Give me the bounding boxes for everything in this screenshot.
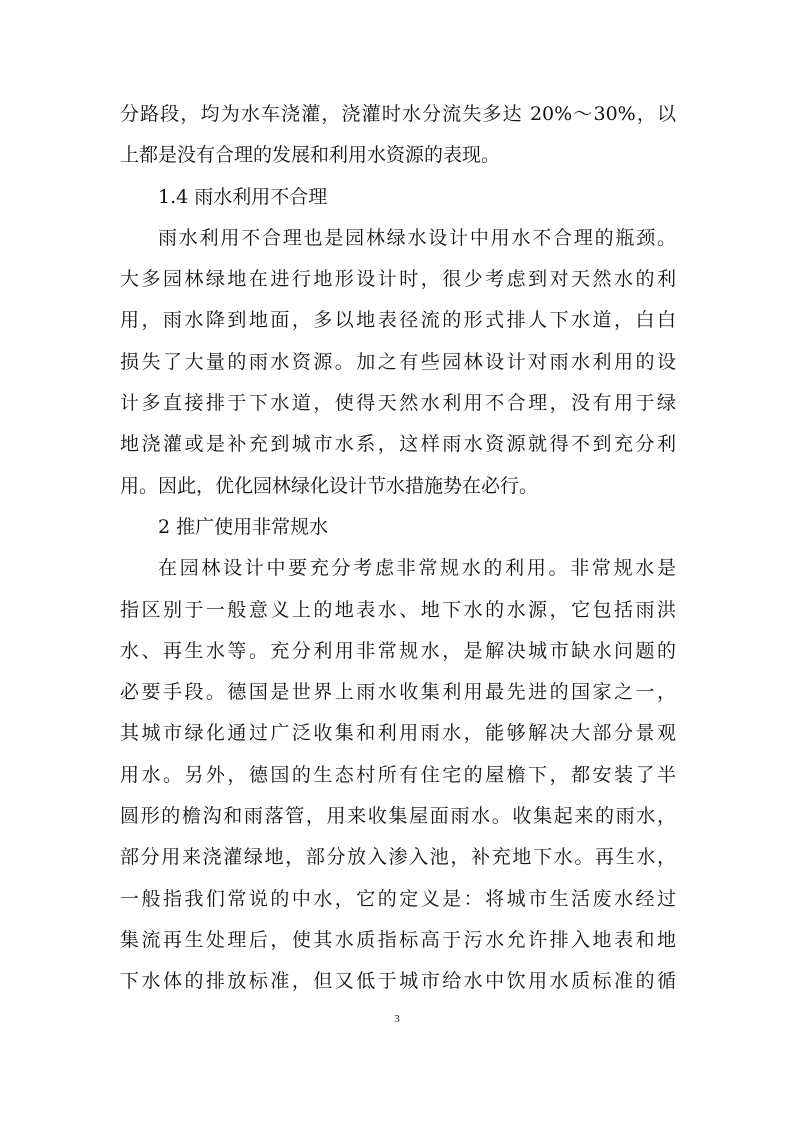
text-line: 其城市绿化通过广泛收集和利用雨水，能够解决大部分景观 bbox=[120, 722, 676, 745]
text-line: 计多直接排于下水道，使得天然水利用不合理，没有用于绿 bbox=[120, 392, 676, 415]
text-line: 用。因此，优化园林绿化设计节水措施势在必行。 bbox=[120, 474, 539, 497]
text-line: 在园林设计中要充分考虑非常规水的利用。非常规水是 bbox=[158, 557, 676, 580]
text-line: 一般指我们常说的中水，它的定义是：将城市生活废水经过 bbox=[120, 887, 676, 910]
page-number: 3 bbox=[394, 1013, 400, 1025]
section-heading: 2 推广使用非常规水 bbox=[158, 515, 329, 538]
text-line: 雨水利用不合理也是园林绿水设计中用水不合理的瓶颈。 bbox=[158, 226, 676, 249]
text-line: 水、再生水等。充分利用非常规水，是解决城市缺水问题的 bbox=[120, 639, 676, 662]
section-heading: 1.4 雨水利用不合理 bbox=[158, 185, 328, 208]
text-line: 圆形的檐沟和雨落管，用来收集屋面雨水。收集起来的雨水， bbox=[120, 805, 676, 828]
text-line: 必要手段。德国是世界上雨水收集利用最先进的国家之一， bbox=[120, 681, 676, 704]
text-line: 用，雨水降到地面，多以地表径流的形式排人下水道，白白 bbox=[120, 309, 676, 332]
text-line: 用水。另外，德国的生态村所有住宅的屋檐下，都安装了半 bbox=[120, 763, 676, 786]
body-text bbox=[120, 94, 676, 1003]
text-line: 指区别于一般意义上的地表水、地下水的水源，它包括雨洪 bbox=[120, 598, 676, 621]
text-line: 上都是没有合理的发展和利用水资源的表现。 bbox=[120, 144, 501, 167]
text-line: 损失了大量的雨水资源。加之有些园林设计对雨水利用的设 bbox=[120, 350, 676, 373]
text-line: 下水体的排放标准，但又低于城市给水中饮用水质标准的循 bbox=[120, 970, 676, 993]
text-line: 分路段，均为水车浇灌，浇灌时水分流失多达 20%～30%，以 bbox=[120, 103, 676, 125]
text-line: 地浇灌或是补充到城市水系，这样雨水资源就得不到充分利 bbox=[120, 433, 676, 456]
text-line: 部分用来浇灌绿地，部分放入渗入池，补充地下水。再生水， bbox=[120, 846, 676, 869]
text-line: 集流再生处理后，使其水质指标高于污水允许排入地表和地 bbox=[120, 928, 676, 951]
text-line: 大多园林绿地在进行地形设计时，很少考虑到对天然水的利 bbox=[120, 268, 676, 291]
